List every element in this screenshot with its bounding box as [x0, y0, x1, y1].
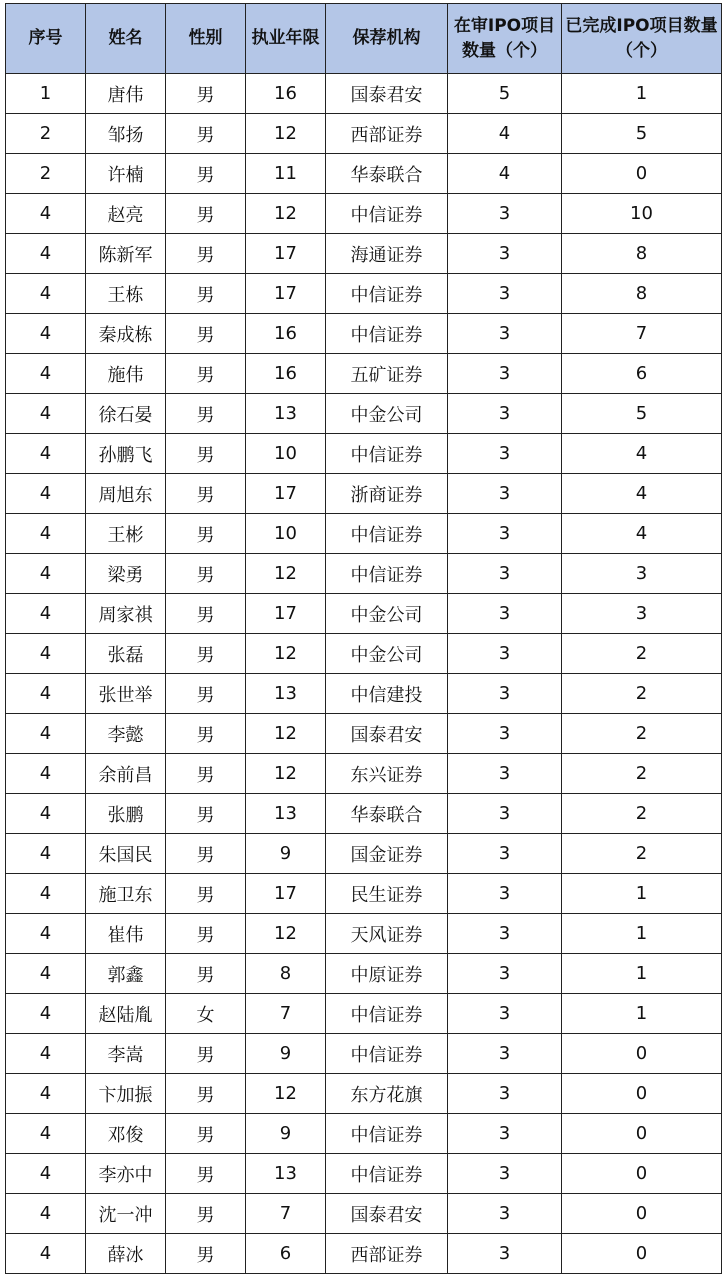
table-header	[6, 4, 722, 74]
cell-completed-ipo: 0	[562, 1114, 722, 1154]
cell-pending-ipo: 3	[448, 1074, 562, 1114]
cell-gender: 男	[166, 394, 246, 434]
cell-institution: 华泰联合	[326, 794, 448, 834]
cell-name: 崔伟	[86, 914, 166, 954]
table-row	[6, 354, 722, 394]
cell-pending-ipo: 3	[448, 594, 562, 634]
table-row	[6, 554, 722, 594]
table-body	[6, 74, 722, 1274]
table-row	[6, 434, 722, 474]
cell-institution: 西部证券	[326, 114, 448, 154]
cell-pending-ipo: 3	[448, 914, 562, 954]
sponsor-ranking-table	[5, 3, 722, 1274]
table-row	[6, 1074, 722, 1114]
table-row	[6, 154, 722, 194]
cell-years: 12	[246, 754, 326, 794]
table-row	[6, 714, 722, 754]
cell-name: 王彬	[86, 514, 166, 554]
table-row	[6, 834, 722, 874]
cell-institution: 民生证券	[326, 874, 448, 914]
cell-pending-ipo: 3	[448, 1034, 562, 1074]
header-completed-ipo: 已完成IPO项目数量（个）	[562, 4, 722, 74]
cell-name: 李亦中	[86, 1154, 166, 1194]
cell-institution: 中原证券	[326, 954, 448, 994]
cell-years: 12	[246, 554, 326, 594]
cell-pending-ipo: 3	[448, 634, 562, 674]
cell-name: 梁勇	[86, 554, 166, 594]
cell-gender: 男	[166, 1234, 246, 1274]
header-name: 姓名	[86, 4, 166, 74]
cell-gender: 男	[166, 1154, 246, 1194]
cell-gender: 男	[166, 1074, 246, 1114]
cell-institution: 中信证券	[326, 194, 448, 234]
cell-pending-ipo: 3	[448, 754, 562, 794]
cell-years: 13	[246, 794, 326, 834]
header-rank: 序号	[6, 4, 86, 74]
cell-name: 陈新军	[86, 234, 166, 274]
cell-institution: 国泰君安	[326, 1194, 448, 1234]
cell-years: 8	[246, 954, 326, 994]
cell-completed-ipo: 4	[562, 474, 722, 514]
cell-pending-ipo: 3	[448, 234, 562, 274]
cell-name: 邹扬	[86, 114, 166, 154]
table-row	[6, 954, 722, 994]
cell-institution: 中信证券	[326, 274, 448, 314]
cell-name: 郭鑫	[86, 954, 166, 994]
table-row	[6, 114, 722, 154]
cell-pending-ipo: 3	[448, 394, 562, 434]
cell-gender: 男	[166, 194, 246, 234]
cell-years: 12	[246, 634, 326, 674]
cell-rank: 4	[6, 754, 86, 794]
cell-rank: 4	[6, 514, 86, 554]
cell-institution: 中信证券	[326, 314, 448, 354]
cell-gender: 女	[166, 994, 246, 1034]
cell-rank: 4	[6, 1074, 86, 1114]
cell-institution: 天风证券	[326, 914, 448, 954]
cell-rank: 4	[6, 434, 86, 474]
cell-completed-ipo: 5	[562, 394, 722, 434]
cell-institution: 国金证券	[326, 834, 448, 874]
cell-years: 12	[246, 714, 326, 754]
cell-name: 李嵩	[86, 1034, 166, 1074]
cell-institution: 国泰君安	[326, 714, 448, 754]
cell-pending-ipo: 3	[448, 994, 562, 1034]
cell-gender: 男	[166, 954, 246, 994]
cell-name: 薛冰	[86, 1234, 166, 1274]
cell-pending-ipo: 3	[448, 194, 562, 234]
cell-completed-ipo: 1	[562, 914, 722, 954]
cell-gender: 男	[166, 754, 246, 794]
cell-years: 10	[246, 434, 326, 474]
cell-pending-ipo: 5	[448, 74, 562, 114]
table-row	[6, 914, 722, 954]
cell-gender: 男	[166, 114, 246, 154]
header-row	[6, 4, 722, 74]
cell-rank: 4	[6, 1154, 86, 1194]
cell-institution: 中信证券	[326, 1154, 448, 1194]
cell-rank: 4	[6, 274, 86, 314]
cell-years: 10	[246, 514, 326, 554]
cell-years: 16	[246, 74, 326, 114]
cell-years: 12	[246, 1074, 326, 1114]
table-row	[6, 474, 722, 514]
cell-years: 12	[246, 194, 326, 234]
cell-years: 12	[246, 114, 326, 154]
table-row	[6, 394, 722, 434]
cell-institution: 国泰君安	[326, 74, 448, 114]
cell-name: 秦成栋	[86, 314, 166, 354]
cell-pending-ipo: 3	[448, 314, 562, 354]
cell-institution: 五矿证券	[326, 354, 448, 394]
cell-name: 徐石晏	[86, 394, 166, 434]
cell-rank: 4	[6, 194, 86, 234]
cell-institution: 中信证券	[326, 1034, 448, 1074]
cell-completed-ipo: 2	[562, 634, 722, 674]
cell-institution: 西部证券	[326, 1234, 448, 1274]
table-row	[6, 874, 722, 914]
cell-years: 16	[246, 314, 326, 354]
cell-pending-ipo: 3	[448, 554, 562, 594]
table-row	[6, 74, 722, 114]
cell-institution: 海通证券	[326, 234, 448, 274]
cell-completed-ipo: 4	[562, 434, 722, 474]
cell-rank: 4	[6, 874, 86, 914]
cell-completed-ipo: 1	[562, 874, 722, 914]
header-pending-ipo: 在审IPO项目数量（个）	[448, 4, 562, 74]
header-gender: 性别	[166, 4, 246, 74]
cell-rank: 4	[6, 1034, 86, 1074]
cell-gender: 男	[166, 314, 246, 354]
cell-gender: 男	[166, 354, 246, 394]
cell-pending-ipo: 3	[448, 954, 562, 994]
cell-gender: 男	[166, 554, 246, 594]
cell-completed-ipo: 3	[562, 554, 722, 594]
table-row	[6, 794, 722, 834]
table-row	[6, 594, 722, 634]
cell-rank: 4	[6, 594, 86, 634]
cell-rank: 4	[6, 994, 86, 1034]
table-row	[6, 194, 722, 234]
table-row	[6, 754, 722, 794]
cell-completed-ipo: 0	[562, 154, 722, 194]
table-row	[6, 274, 722, 314]
cell-name: 卞加振	[86, 1074, 166, 1114]
cell-completed-ipo: 8	[562, 234, 722, 274]
cell-years: 9	[246, 1114, 326, 1154]
cell-pending-ipo: 3	[448, 434, 562, 474]
cell-gender: 男	[166, 714, 246, 754]
cell-name: 施伟	[86, 354, 166, 394]
cell-rank: 4	[6, 634, 86, 674]
cell-completed-ipo: 0	[562, 1234, 722, 1274]
cell-completed-ipo: 5	[562, 114, 722, 154]
cell-gender: 男	[166, 874, 246, 914]
cell-years: 17	[246, 474, 326, 514]
cell-institution: 中信证券	[326, 554, 448, 594]
cell-pending-ipo: 3	[448, 1234, 562, 1274]
cell-completed-ipo: 8	[562, 274, 722, 314]
cell-institution: 中信建投	[326, 674, 448, 714]
cell-years: 17	[246, 234, 326, 274]
cell-completed-ipo: 4	[562, 514, 722, 554]
cell-rank: 4	[6, 1194, 86, 1234]
cell-rank: 4	[6, 394, 86, 434]
cell-name: 邓俊	[86, 1114, 166, 1154]
header-institution: 保荐机构	[326, 4, 448, 74]
cell-years: 17	[246, 874, 326, 914]
cell-completed-ipo: 0	[562, 1074, 722, 1114]
cell-gender: 男	[166, 794, 246, 834]
cell-completed-ipo: 2	[562, 834, 722, 874]
cell-pending-ipo: 3	[448, 1154, 562, 1194]
cell-rank: 4	[6, 794, 86, 834]
cell-years: 16	[246, 354, 326, 394]
cell-years: 13	[246, 394, 326, 434]
table-row	[6, 1114, 722, 1154]
cell-pending-ipo: 3	[448, 1194, 562, 1234]
cell-rank: 4	[6, 1114, 86, 1154]
cell-completed-ipo: 6	[562, 354, 722, 394]
cell-pending-ipo: 3	[448, 274, 562, 314]
table-row	[6, 634, 722, 674]
cell-institution: 浙商证券	[326, 474, 448, 514]
cell-completed-ipo: 2	[562, 714, 722, 754]
table-row	[6, 234, 722, 274]
cell-gender: 男	[166, 594, 246, 634]
cell-rank: 1	[6, 74, 86, 114]
cell-years: 7	[246, 994, 326, 1034]
cell-name: 王栋	[86, 274, 166, 314]
cell-institution: 中金公司	[326, 394, 448, 434]
cell-gender: 男	[166, 154, 246, 194]
cell-completed-ipo: 0	[562, 1194, 722, 1234]
cell-years: 13	[246, 1154, 326, 1194]
cell-pending-ipo: 3	[448, 514, 562, 554]
cell-pending-ipo: 3	[448, 794, 562, 834]
cell-years: 7	[246, 1194, 326, 1234]
table-row	[6, 994, 722, 1034]
cell-rank: 4	[6, 914, 86, 954]
cell-completed-ipo: 3	[562, 594, 722, 634]
table-row	[6, 1194, 722, 1234]
cell-years: 13	[246, 674, 326, 714]
cell-rank: 2	[6, 154, 86, 194]
cell-name: 张磊	[86, 634, 166, 674]
cell-years: 6	[246, 1234, 326, 1274]
cell-pending-ipo: 3	[448, 834, 562, 874]
cell-rank: 4	[6, 354, 86, 394]
cell-gender: 男	[166, 1034, 246, 1074]
cell-completed-ipo: 0	[562, 1154, 722, 1194]
cell-rank: 4	[6, 674, 86, 714]
cell-institution: 中信证券	[326, 1114, 448, 1154]
cell-institution: 中金公司	[326, 634, 448, 674]
cell-gender: 男	[166, 474, 246, 514]
cell-institution: 中信证券	[326, 514, 448, 554]
cell-gender: 男	[166, 274, 246, 314]
table-row	[6, 674, 722, 714]
cell-pending-ipo: 4	[448, 154, 562, 194]
cell-name: 唐伟	[86, 74, 166, 114]
cell-pending-ipo: 3	[448, 354, 562, 394]
cell-completed-ipo: 0	[562, 1034, 722, 1074]
cell-name: 周家祺	[86, 594, 166, 634]
cell-gender: 男	[166, 434, 246, 474]
cell-rank: 4	[6, 954, 86, 994]
cell-institution: 东兴证券	[326, 754, 448, 794]
cell-institution: 中信证券	[326, 994, 448, 1034]
table-row	[6, 1034, 722, 1074]
cell-pending-ipo: 4	[448, 114, 562, 154]
cell-institution: 中信证券	[326, 434, 448, 474]
cell-gender: 男	[166, 834, 246, 874]
cell-name: 张世举	[86, 674, 166, 714]
cell-completed-ipo: 2	[562, 794, 722, 834]
cell-gender: 男	[166, 1114, 246, 1154]
cell-pending-ipo: 3	[448, 674, 562, 714]
cell-rank: 2	[6, 114, 86, 154]
cell-years: 9	[246, 1034, 326, 1074]
cell-rank: 4	[6, 474, 86, 514]
cell-name: 施卫东	[86, 874, 166, 914]
cell-pending-ipo: 3	[448, 714, 562, 754]
table-row	[6, 1154, 722, 1194]
cell-completed-ipo: 7	[562, 314, 722, 354]
cell-gender: 男	[166, 634, 246, 674]
cell-rank: 4	[6, 1234, 86, 1274]
cell-pending-ipo: 3	[448, 474, 562, 514]
table-row	[6, 1234, 722, 1274]
cell-gender: 男	[166, 514, 246, 554]
cell-gender: 男	[166, 674, 246, 714]
cell-name: 朱国民	[86, 834, 166, 874]
header-years: 执业年限	[246, 4, 326, 74]
cell-name: 李懿	[86, 714, 166, 754]
cell-rank: 4	[6, 554, 86, 594]
table-row	[6, 314, 722, 354]
cell-completed-ipo: 2	[562, 674, 722, 714]
cell-gender: 男	[166, 234, 246, 274]
cell-name: 赵陆胤	[86, 994, 166, 1034]
cell-name: 许楠	[86, 154, 166, 194]
cell-gender: 男	[166, 1194, 246, 1234]
cell-years: 17	[246, 274, 326, 314]
cell-rank: 4	[6, 714, 86, 754]
cell-years: 11	[246, 154, 326, 194]
cell-name: 孙鹏飞	[86, 434, 166, 474]
cell-gender: 男	[166, 914, 246, 954]
cell-rank: 4	[6, 314, 86, 354]
cell-institution: 中金公司	[326, 594, 448, 634]
cell-completed-ipo: 1	[562, 954, 722, 994]
cell-name: 张鹏	[86, 794, 166, 834]
cell-completed-ipo: 2	[562, 754, 722, 794]
cell-pending-ipo: 3	[448, 1114, 562, 1154]
cell-pending-ipo: 3	[448, 874, 562, 914]
cell-gender: 男	[166, 74, 246, 114]
cell-years: 9	[246, 834, 326, 874]
cell-years: 12	[246, 914, 326, 954]
cell-name: 周旭东	[86, 474, 166, 514]
cell-rank: 4	[6, 234, 86, 274]
cell-rank: 4	[6, 834, 86, 874]
cell-name: 余前昌	[86, 754, 166, 794]
cell-completed-ipo: 1	[562, 74, 722, 114]
cell-name: 赵亮	[86, 194, 166, 234]
cell-institution: 华泰联合	[326, 154, 448, 194]
cell-completed-ipo: 10	[562, 194, 722, 234]
cell-institution: 东方花旗	[326, 1074, 448, 1114]
table-row	[6, 514, 722, 554]
cell-completed-ipo: 1	[562, 994, 722, 1034]
cell-years: 17	[246, 594, 326, 634]
cell-name: 沈一冲	[86, 1194, 166, 1234]
